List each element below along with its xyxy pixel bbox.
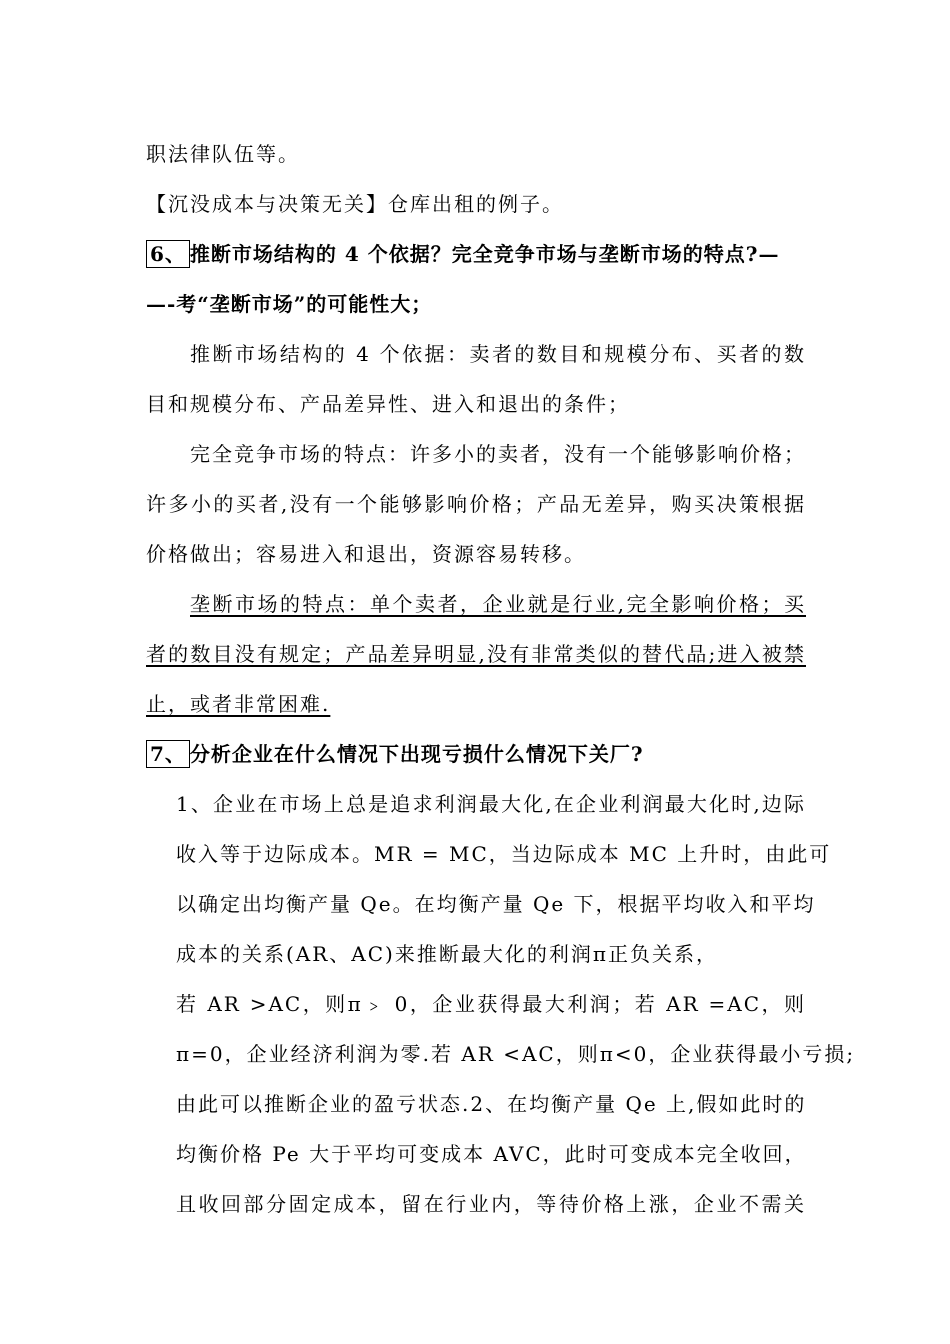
answer-line: 由此可以推断企业的盈亏状态.2、在均衡产量 Qe 上,假如此时的	[176, 1092, 807, 1116]
answer-line: 且收回部分固定成本，留在行业内，等待价格上涨，企业不需关	[176, 1192, 806, 1216]
answer-line: 成本的关系(AR、AC)来推断最大化的利润π正负关系，	[176, 942, 718, 966]
underlined-line: 止，或者非常困难.	[146, 692, 331, 716]
question-number: 7、	[146, 740, 190, 768]
underlined-line: 垄断市场的特点：单个卖者，企业就是行业,完全影响价格；买	[190, 592, 806, 616]
answer-line: 1、企业在市场上总是追求利润最大化,在企业利润最大化时,边际	[176, 792, 806, 816]
answer-line: 若 AR >AC，则π﹥ 0，企业获得最大利润；若 AR =AC，则	[176, 992, 806, 1016]
paragraph-line: 推断市场结构的 4 个依据：卖者的数目和规模分布、买者的数	[190, 342, 806, 366]
paragraph-line: 完全竞争市场的特点：许多小的卖者，没有一个能够影响价格；	[190, 442, 806, 466]
paragraph-line: 许多小的买者,没有一个能够影响价格；产品无差异，购买决策根据	[146, 492, 806, 516]
answer-line: 收入等于边际成本。MR = MC，当边际成本 MC 上升时，由此可	[176, 842, 832, 866]
answer-line: 均衡价格 Pe 大于平均可变成本 AVC，此时可变成本完全收回，	[176, 1142, 807, 1166]
answer-line: π=0，企业经济利润为零.若 AR <AC，则π<0，企业获得最小亏损;	[176, 1042, 856, 1066]
text-line: 职法律队伍等。	[146, 142, 300, 166]
underlined-line: 者的数目没有规定；产品差异明显,没有非常类似的替代品;进入被禁	[146, 642, 806, 666]
paragraph-line: 价格做出；容易进入和退出，资源容易转移。	[146, 542, 586, 566]
answer-line: 以确定出均衡产量 Qe。在均衡产量 Qe 下，根据平均收入和平均	[176, 892, 816, 916]
paragraph-line: 目和规模分布、产品差异性、进入和退出的条件；	[146, 392, 630, 416]
text-line: 【沉没成本与决策无关】仓库出租的例子。	[146, 192, 564, 216]
question-heading-7	[146, 740, 806, 768]
question-heading-6	[146, 240, 806, 268]
question-number: 6、	[146, 240, 190, 268]
question-text: 分析企业在什么情况下出现亏损什么情况下关厂?	[189, 742, 644, 766]
question-text: 推断市场结构的 4 个依据？完全竞争市场与垄断市场的特点?—	[189, 242, 780, 266]
question-heading-continuation: —-考“垄断市场”的可能性大；	[146, 292, 433, 316]
